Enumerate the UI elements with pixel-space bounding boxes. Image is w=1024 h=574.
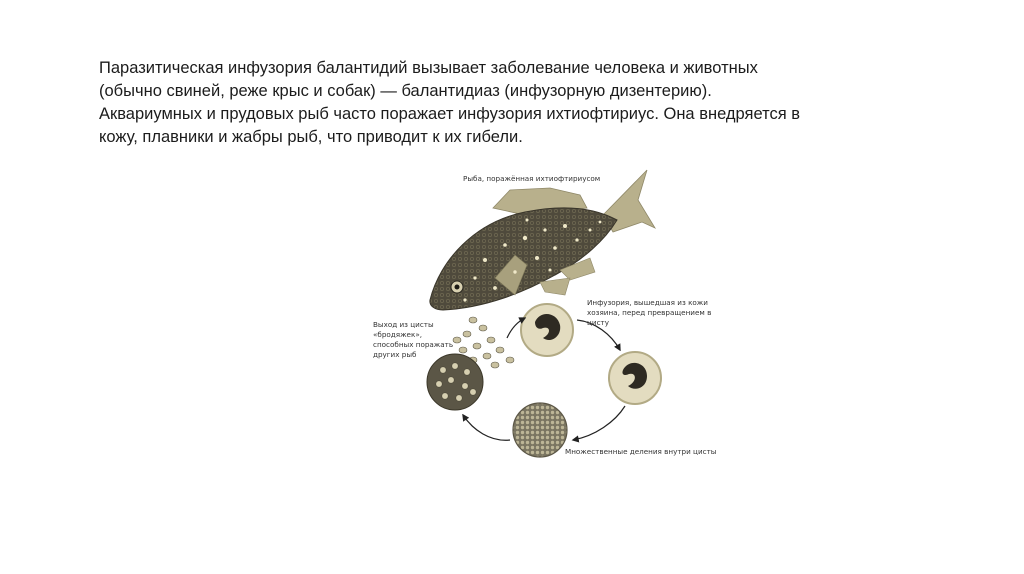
ichthyophthirius-life-cycle-diagram: [355, 160, 725, 470]
text-line-2: (обычно свиней, реже крыс и собак) — балантидиаз (инфузорную дизентерию).: [99, 82, 712, 100]
division-label: Множественные деления внутри цисты: [565, 447, 717, 456]
dividing-cyst: [513, 403, 567, 457]
exit-label-line: Выход из цисты: [373, 320, 434, 329]
released-label: [587, 298, 725, 328]
exit-label-line: способных поражать: [373, 340, 454, 349]
exit-label-line: «бродяжек»,: [373, 330, 423, 339]
exit-label: [373, 320, 453, 360]
trophont-cyst-top: [521, 304, 573, 356]
body-text: [99, 57, 939, 149]
released-label-line: Инфузория, вышедшая из кожи: [587, 298, 708, 307]
cyst-right: [609, 352, 661, 404]
text-line-3: Аквариумных и прудовых рыб часто поражает инфузория ихтиофтириус. Она внедряется в: [99, 105, 800, 123]
infected-fish: [430, 170, 655, 310]
released-label-line: хозяина, перед превращением в цисту: [587, 308, 712, 327]
text-line-4: кожу, плавники и жабры рыб, что приводит к их гибели.: [99, 128, 523, 146]
exit-label-line: других рыб: [373, 350, 417, 359]
cyst-releasing: [427, 354, 483, 410]
text-line-1: Паразитическая инфузория балантидий вызывает заболевание человека и животных: [99, 59, 758, 77]
fish-label: Рыба, поражённая ихтиофтириусом: [463, 174, 601, 183]
